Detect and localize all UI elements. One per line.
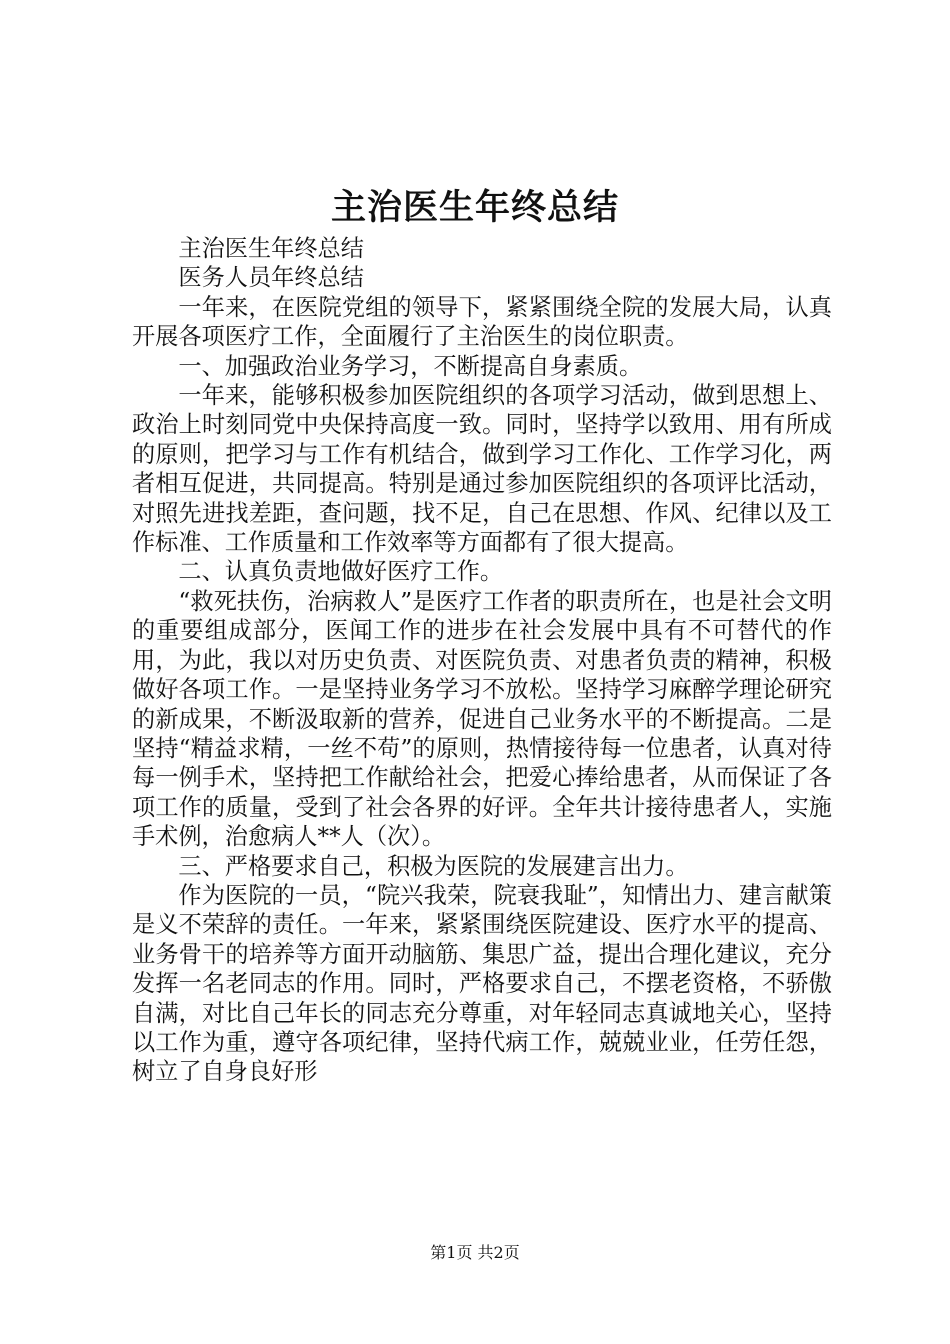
- paragraph-section-3: 作为医院的一员，“院兴我荣，院衰我耻”，知情出力、建言献策是义不荣辞的责任。一年来，紧紧围绕医院建设、医疗水平的提高、业务骨干的培养等方面开动脑筋、集思广益，提出合理化建议，充分发挥一名老同志的作用。同时，严格要求自己，不摆老资格，不骄傲自满，对比自己年长的同志充分尊重，对年轻同志真诚地关心，坚持以工作为重，遵守各项纪律，坚持代病工作，兢兢业业，任劳任怨，树立了自身良好形: [132, 881, 832, 1086]
- paragraph-heading-repeat: 主治医生年终总结: [178, 235, 364, 262]
- paragraph-subtitle: 医务人员年终总结: [178, 264, 364, 292]
- paragraph-section-1: 一年来，能够积极参加医院组织的各项学习活动，做到思想上、政治上时刻同党中央保持高度一致。同时，坚持学以致用、用有所成的原则，把学习与工作有机结合，做到学习工作化、工作学习化，两者相互促进，共同提高。特别是通过参加医院组织的各项评比活动，对照先进找差距，查问题，找不足，自己在思想、作风、纪律以及工作标准、工作质量和工作效率等方面都有了很大提高。: [132, 382, 832, 557]
- section-heading-1: 一、加强政治业务学习，不断提高自身素质。: [178, 352, 643, 380]
- document-title: 主治医生年终总结: [330, 187, 619, 228]
- page-footer: [0, 1243, 950, 1263]
- section-heading-3: 三、严格要求自己，积极为医院的发展建言出力。: [178, 852, 689, 880]
- paragraph-intro: 一年来，在医院党组的领导下，紧紧围绕全院的发展大局，认真开展各项医疗工作，全面履行了主治医生的岗位职责。: [132, 293, 832, 351]
- page-indicator: 第1页 共2页: [430, 1243, 520, 1262]
- document-body: [132, 234, 832, 1087]
- paragraph-section-2: “救死扶伤，治病救人”是医疗工作者的职责所在，也是社会文明的重要组成部分，医闻工作的进步在社会发展中具有不可替代的作用，为此，我以对历史负责、对医院负责、对患者负责的精神，积极做好各项工作。一是坚持业务学习不放松。坚持学习麻醉学理论研究的新成果，不断汲取新的营养，促进自己业务水平的不断提高。二是坚持“精益求精，一丝不苟”的原则，热情接待每一位患者，认真对待每一例手术，坚持把工作献给社会，把爱心捧给患者，从而保证了各项工作的质量，受到了社会各界的好评。全年共计接待患者人，实施手术例，治愈病人**人（次）。: [132, 587, 832, 851]
- section-heading-2: 二、认真负责地做好医疗工作。: [178, 558, 504, 586]
